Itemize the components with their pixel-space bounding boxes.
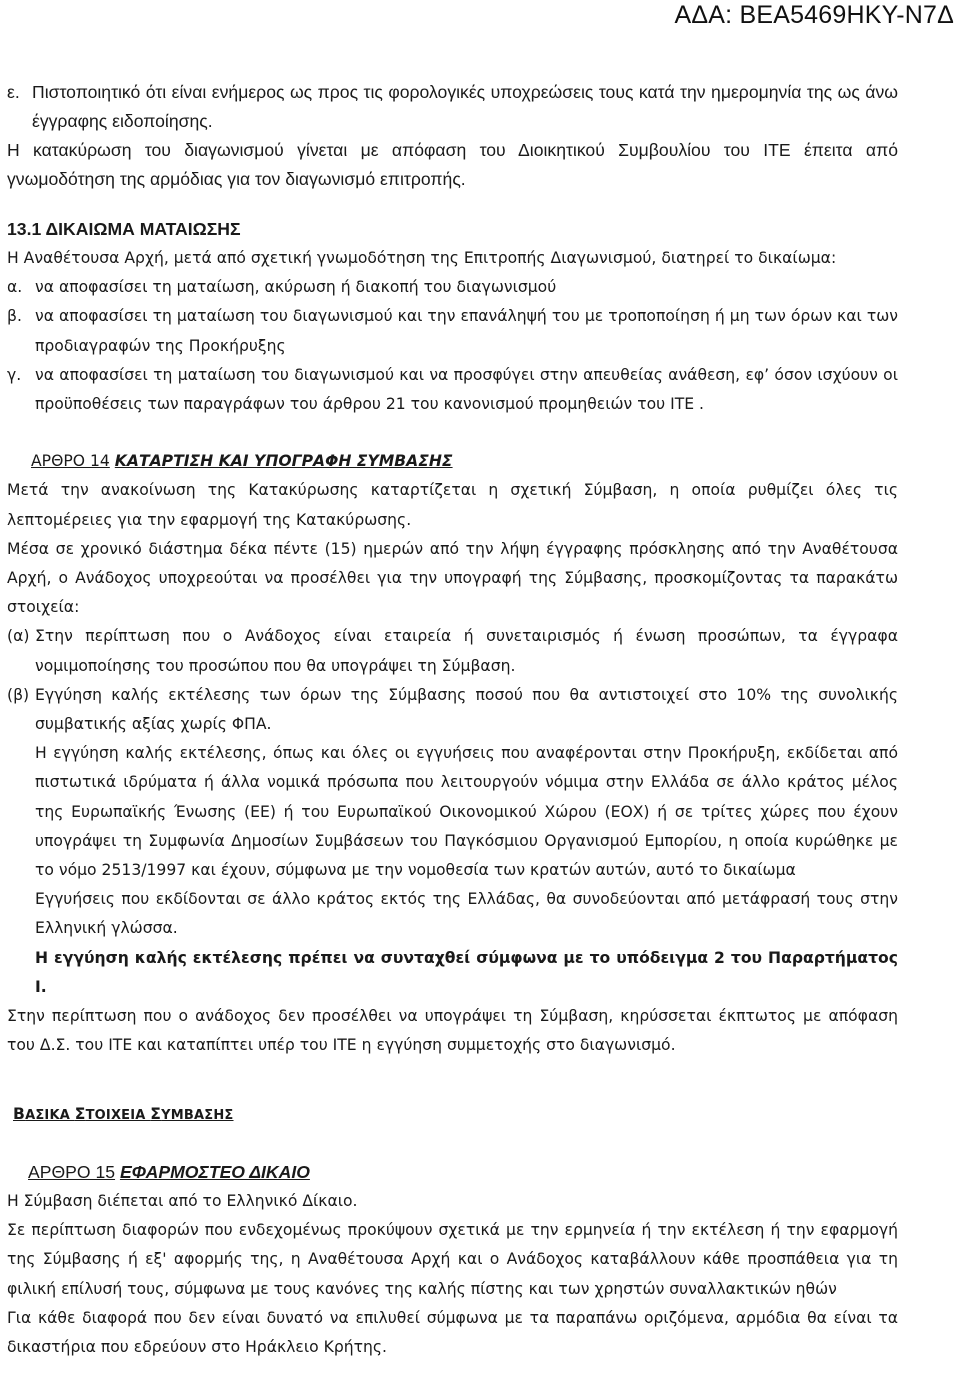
list-item-b [7,302,898,360]
section-13-1-intro: Η Αναθέτουσα Αρχή, μετά από σχετική γνωμοδότηση της Επιτροπής Διαγωνισμού, διατηρεί το δικαίωμα: [7,249,837,267]
list-item-text: Στην περίπτωση που ο Ανάδοχος είναι εταιρεία ή συνεταιρισμός ή ένωση προσώπων, τα έγγραφα νομιμοποίησης του προσώπου που θα υπογράψει τη Σύμβαση. [35,627,898,675]
list-item-beta [7,681,898,739]
basic-contract-elements-heading: ΒΑΣΙΚΑ ΣΤΟΙΧΕΙΑ ΣΥΜΒΑΣΗΣ [13,1105,234,1124]
article-number: ΑΡΘΡΟ 14 [31,452,110,471]
list-item-text: Πιστοποιητικό ότι είναι ενήμερος ως προς τις φορολογικές υποχρεώσεις τους κατά την ημερομηνία της ως άνω έγγραφης ειδοποίησης. [32,82,898,131]
foreign-guarantees-paragraph: Εγγυήσεις που εκδίδονται σε άλλο κράτος εκτός της Ελλάδας, θα συνοδεύονται από μετάφρασή τους στην Ελληνική γλώσσα. [35,890,898,938]
article-15-paragraph-3: Για κάθε διαφορά που δεν είναι δυνατό να επιλυθεί σύμφωνα με τα παραπάνω οριζόμενα, αρμόδια θα είναι τα δικαστήρια που εδρεύουν στο Ηράκλειο Κρήτης. [7,1308,898,1356]
article-title: ΕΦΑΡΜΟΣΤΕΟ ΔΙΚΑΙΟ [119,1161,310,1182]
list-item-c [7,361,898,419]
list-marker: α. [7,278,23,297]
article-14-final-paragraph: Στην περίπτωση που ο ανάδοχος δεν προσέλθει να υπογράψει τη Σύμβαση, κηρύσσεται έκπτωτος με απόφαση του Δ.Σ. του ΙΤΕ και καταπίπτει υπέρ του ΙΤΕ η εγγύηση συμμετοχής στο διαγωνισμό. [7,1007,898,1055]
list-item-a [7,273,898,302]
article-14-paragraph-1: Μετά την ανακοίνωση της Κατακύρωσης καταρτίζεται η σχετική Σύμβαση, η οποία ρυθμίζει όλες τις λεπτομέρειες για την εφαρμογή της Κατακύρωσης. [7,481,898,529]
list-marker: (β) [7,685,30,704]
document-id-header: ΑΔΑ: ΒΕΑ5469ΗΚΥ-Ν7Δ [674,1,954,29]
article-14-paragraph-2: Μέσα σε χρονικό διάστημα δέκα πέντε (15) ημερών από την λήψη έγγραφης πρόσκλησης από την Αναθέτουσα Αρχή, ο Ανάδοχος υποχρεούται να προσέλθει για την υπογραφή της Σύμβασης, προσκομίζοντας τα παρακάτω στοιχεία: [7,539,898,617]
list-marker: (α) [7,627,30,646]
article-number: ΑΡΘΡΟ 15 [28,1161,116,1182]
list-marker: ε. [7,82,20,102]
article-15-paragraph-1: Η Σύμβαση διέπεται από το Ελληνικό Δίκαιο. [7,1191,358,1210]
list-item-text: να αποφασίσει τη ματαίωση του διαγωνισμού και να προσφύγει στην απευθείας ανάθεση, εφ’ όσον ισχύουν οι προϋποθέσεις των παραγράφων του άρθρου 21 του κανονισμού προμηθειών του ΙΤΕ . [35,365,898,414]
section-title: ΔΙΚΑΙΩΜΑ ΜΑΤΑΙΩΣΗΣ [45,219,241,239]
article-15-paragraph-2: Σε περίπτωση διαφορών που ενδεχομένως προκύψουν σχετικά με την ερμηνεία ή την εκτέλεση ή την εφαρμογή της Σύμβασης ή εξ' αφορμής της, η Αναθέτουσα Αρχή και ο Ανάδοχος καταβάλλουν κάθε προσπάθεια για τη φιλική επίλυσή τους, σύμφωνα με τους κανόνες της καλής πίστης και των χρηστών συναλλακτικών ηθών [7,1221,898,1298]
guarantee-template-paragraph: Η εγγύηση καλής εκτέλεσης πρέπει να συνταχθεί σύμφωνα με το υπόδειγμα 2 του Παραρτήματος Ι. [35,948,898,996]
list-item-text: να αποφασίσει τη ματαίωση, ακύρωση ή διακοπή του διαγωνισμού [35,278,557,297]
article-15-heading [7,1158,898,1187]
list-marker: γ. [7,365,22,384]
list-item-text: να αποφασίσει τη ματαίωση του διαγωνισμού και την επανάληψή του με τροποποίηση ή μη των όρων και των προδιαγραφών της Προκήρυξης [35,307,898,355]
section-heading-13-1 [7,215,898,244]
award-paragraph: Η κατακύρωση του διαγωνισμού γίνεται με απόφαση του Διοικητικού Συμβουλίου του ΙΤΕ έπειτα από γνωμοδότηση της αρμόδιας για τον διαγωνισμό επιτροπής. [7,140,898,189]
section-number: 13.1 [7,219,42,239]
list-marker: β. [7,307,22,326]
list-item-text: Εγγύηση καλής εκτέλεσης των όρων της Σύμβασης ποσού που θα αντιστοιχεί στο 10% της συνολικής συμβατικής αξίας χωρίς ΦΠΑ. [35,685,898,734]
list-item-e [7,78,898,136]
guarantee-issuers-paragraph: Η εγγύηση καλής εκτέλεσης, όπως και όλες οι εγγυήσεις που αναφέρονται στην Προκήρυξη, εκδίδεται από πιστωτικά ιδρύματα ή άλλα νομικά πρόσωπα που λειτουργούν νόμιμα στην Ελλάδα σε άλλο κράτος μέλος της Ευρωπαϊκής Ένωσης (ΕΕ) ή του Ευρωπαϊκού Οικονομικού Χώρου (ΕΟΧ) ή σε τρίτες χώρες που έχουν υπογράψει τη Συμφωνία Δημοσίων Συμβάσεων του Παγκόσμιου Οργανισμού Εμπορίου, η οποία κυρώθηκε με το νόμο 2513/1997 και έχουν, σύμφωνα με την νομοθεσία των κρατών αυτών, αυτό το δικαίωμα [35,744,898,880]
article-14-heading [7,447,898,476]
document-page [7,78,898,1362]
list-item-alpha [7,622,898,680]
article-title: ΚΑΤΑΡΤΙΣΗ ΚΑΙ ΥΠΟΓΡΑΦΗ ΣΥΜΒΑΣΗΣ [114,452,453,471]
